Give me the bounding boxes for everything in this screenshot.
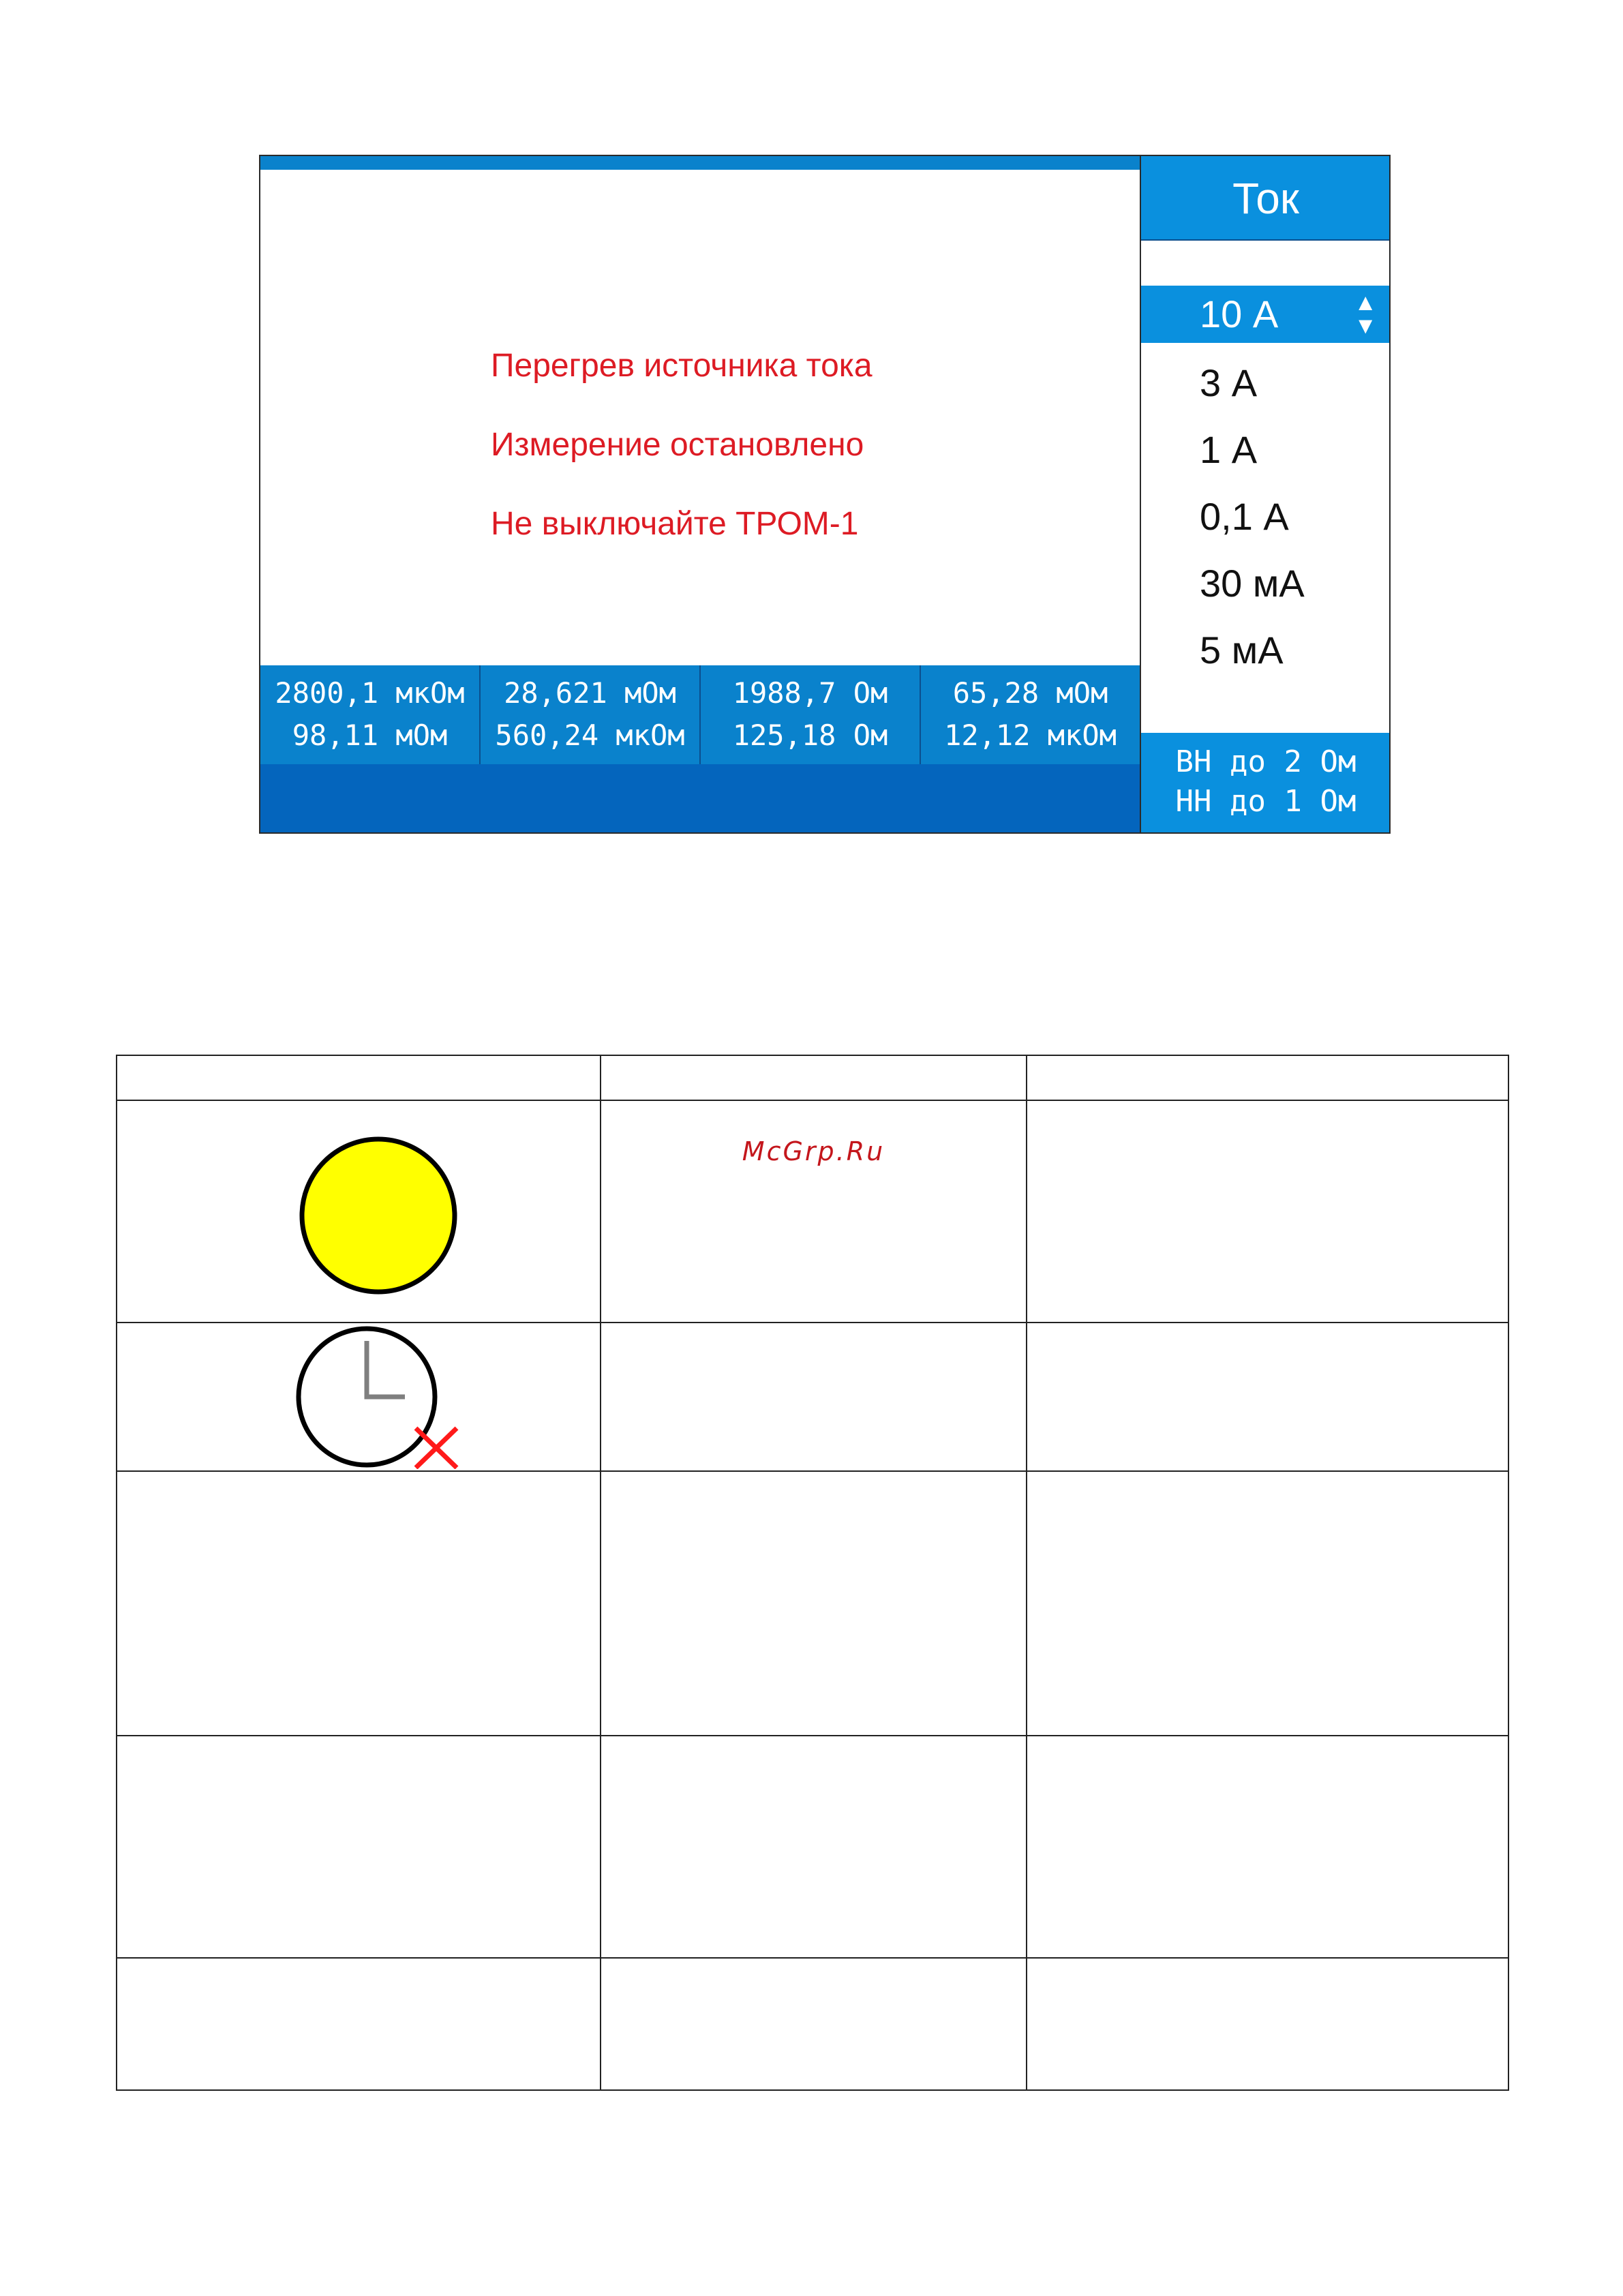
table-cell	[117, 1055, 601, 1100]
bottom-bar	[260, 764, 1140, 834]
error-message-do-not-turn-off: Не выключайте ТРОМ-1	[491, 506, 859, 542]
watermark: McGrp.Ru	[742, 1136, 885, 1166]
table-cell	[1027, 1471, 1508, 1736]
table-cell	[601, 1323, 1027, 1471]
device-screen	[259, 155, 1391, 834]
reading-value: 560,24 мкОм	[495, 719, 685, 752]
current-selector-panel	[1140, 156, 1391, 834]
top-strip	[260, 156, 1140, 170]
option-label: 3 А	[1200, 361, 1258, 404]
reading-cell-3	[701, 665, 921, 764]
table-cell	[117, 1958, 601, 2090]
reading-value: 2800,1 мкОм	[275, 676, 465, 710]
message-area	[260, 170, 1140, 665]
clock-error-icon	[294, 1326, 472, 1469]
table-cell	[1027, 1958, 1508, 2090]
range-hv: ВН до 2 Ом	[1175, 744, 1356, 779]
table-cell	[117, 1323, 601, 1471]
table-cell	[601, 1471, 1027, 1736]
reading-value: 125,18 Ом	[732, 719, 888, 752]
range-lv: НН до 1 Ом	[1175, 784, 1356, 819]
up-down-arrows-icon[interactable]: ▲ ▼	[1354, 290, 1377, 339]
reading-value: 65,28 мОм	[952, 676, 1108, 710]
reading-value: 12,12 мкОм	[944, 719, 1117, 752]
option-label: 5 мА	[1200, 629, 1284, 671]
table-cell	[1027, 1100, 1508, 1323]
table-cell	[117, 1100, 601, 1323]
indicator-table	[116, 1055, 1509, 2091]
table-row	[117, 1100, 1508, 1323]
option-label: 30 мА	[1200, 562, 1305, 605]
current-option-3a[interactable]	[1141, 350, 1391, 417]
current-option-30ma[interactable]	[1141, 550, 1391, 617]
table-cell	[117, 1471, 601, 1736]
table-row	[117, 1323, 1508, 1471]
current-option-5ma[interactable]	[1141, 617, 1391, 684]
error-message-stopped: Измерение остановлено	[491, 427, 864, 463]
yellow-circle-icon	[297, 1134, 460, 1297]
table-cell	[1027, 1736, 1508, 1958]
option-label: 0,1 А	[1200, 495, 1289, 538]
table-header-row	[117, 1055, 1508, 1100]
current-option-1a[interactable]	[1141, 417, 1391, 483]
option-label: 10 А	[1200, 292, 1279, 335]
current-option-10a[interactable]	[1141, 286, 1391, 343]
reading-value: 1988,7 Ом	[732, 676, 888, 710]
table-cell	[117, 1736, 601, 1958]
reading-cell-2	[481, 665, 701, 764]
readings-bar	[260, 665, 1140, 764]
table-row	[117, 1471, 1508, 1736]
reading-value: 98,11 мОм	[292, 719, 448, 752]
reading-cell-1	[260, 665, 481, 764]
current-options-list[interactable]	[1141, 286, 1391, 684]
table-row	[117, 1958, 1508, 2090]
table-cell	[1027, 1055, 1508, 1100]
range-info	[1141, 733, 1391, 834]
current-option-0-1a[interactable]	[1141, 483, 1391, 550]
table-cell	[601, 1958, 1027, 2090]
table-row	[117, 1736, 1508, 1958]
table-cell	[601, 1055, 1027, 1100]
table-cell	[601, 1736, 1027, 1958]
panel-title: Ток	[1141, 156, 1391, 241]
reading-cell-4	[921, 665, 1140, 764]
reading-value: 28,621 мОм	[504, 676, 676, 710]
table-cell	[601, 1100, 1027, 1323]
error-message-overheat: Перегрев источника тока	[491, 348, 873, 384]
option-label: 1 А	[1200, 428, 1258, 471]
table-cell	[1027, 1323, 1508, 1471]
